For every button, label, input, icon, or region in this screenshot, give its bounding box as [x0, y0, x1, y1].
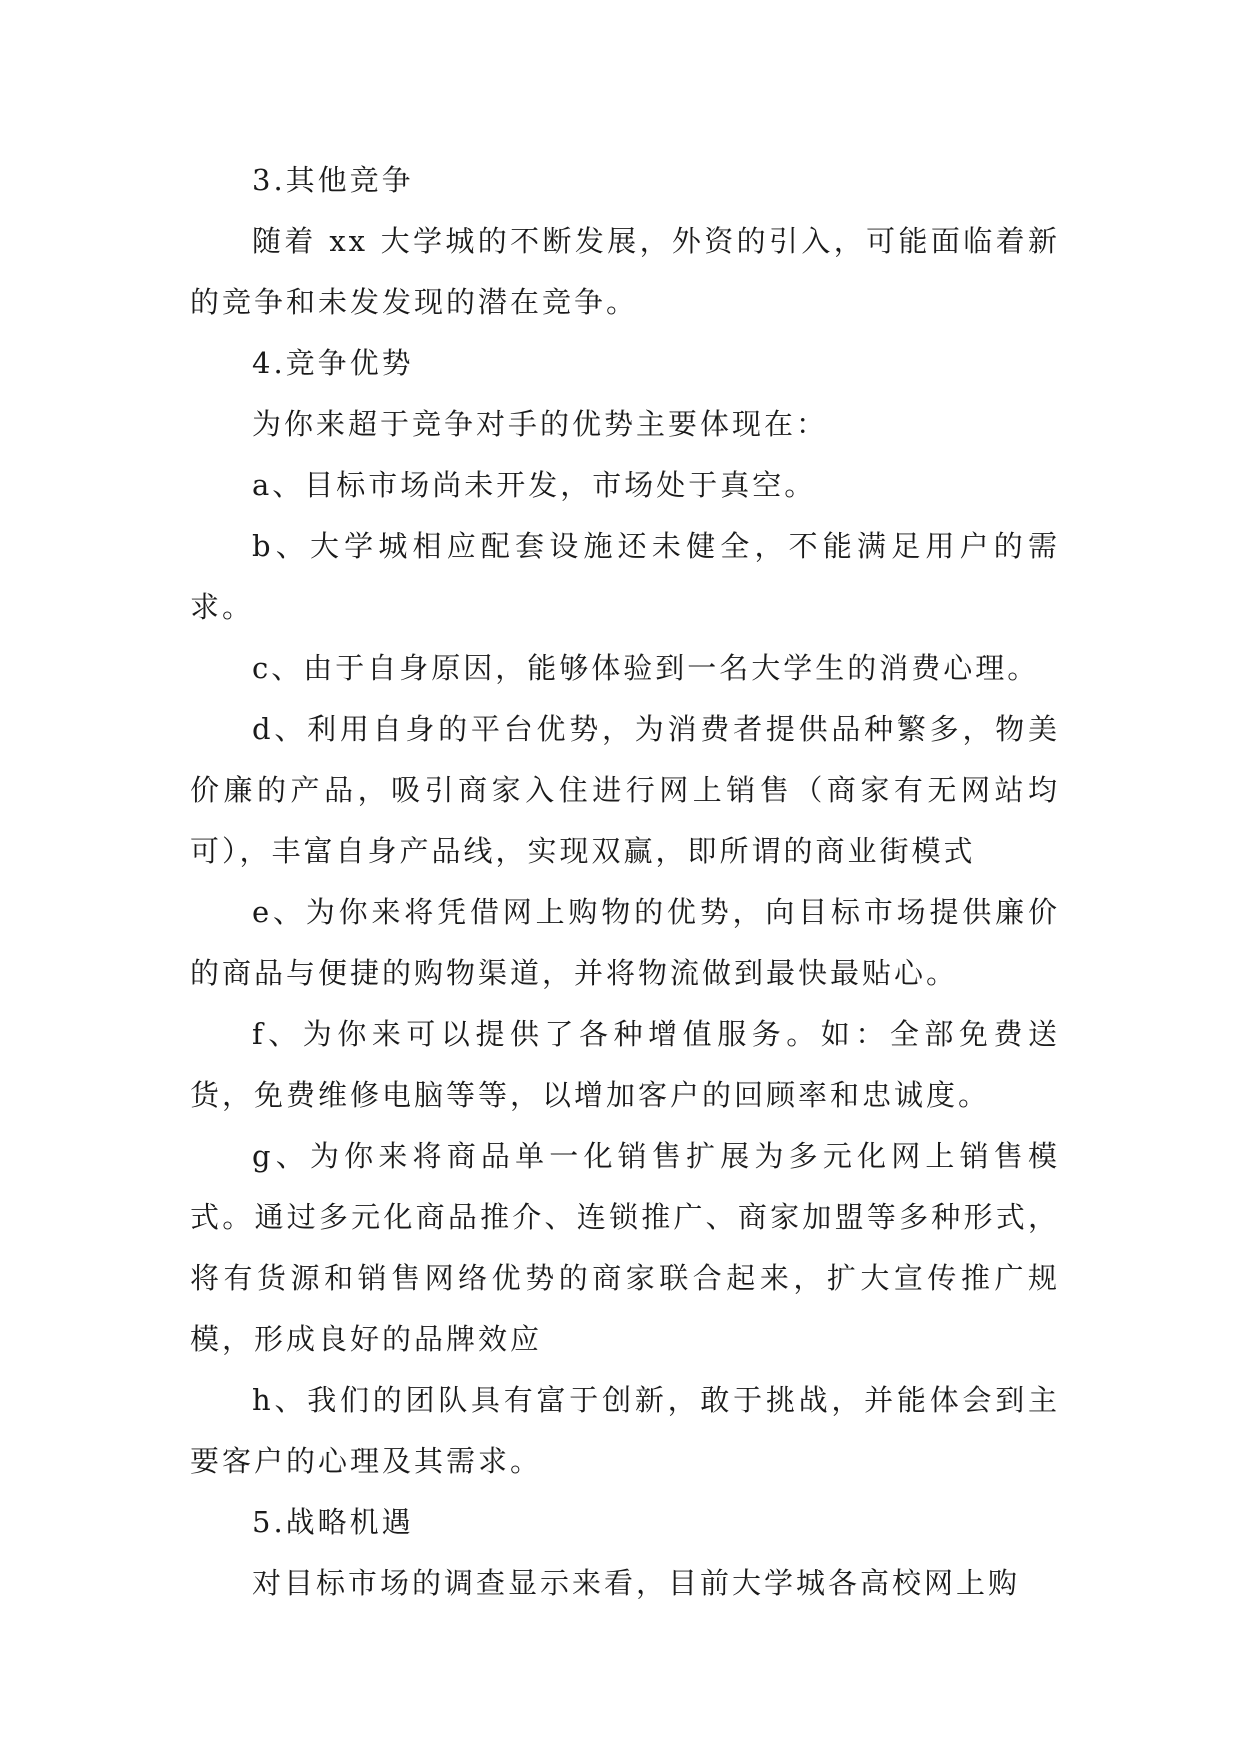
list-item-g: g、为你来将商品单一化销售扩展为多元化网上销售模式。通过多元化商品推介、连锁推广、商家加盟等多种形式，将有货源和销售网络优势的商家联合起来，扩大宣传推广规模，形成良好的品牌效应: [190, 1139, 1060, 1356]
paragraph-strategic-opportunity: 对目标市场的调查显示来看，目前大学城各高校网上购: [252, 1566, 1021, 1600]
list-item-f: f、为你来可以提供了各种增值服务。如：全部免费送货，免费维修电脑等等，以增加客户的回顾率和忠诚度。: [190, 1017, 1060, 1112]
heading-other-competition: 3.其他竞争: [252, 163, 414, 197]
list-item-h: h、我们的团队具有富于创新，敢于挑战，并能体会到主要客户的心理及其需求。: [190, 1383, 1060, 1478]
heading-strategic-opportunity: 5.战略机遇: [252, 1505, 414, 1539]
document-page: [190, 150, 1060, 1614]
list-item-b: b、大学城相应配套设施还未健全，不能满足用户的需求。: [190, 529, 1060, 624]
list-item-a: a、目标市场尚未开发，市场处于真空。: [252, 468, 817, 502]
heading-competitive-advantage: 4.竞争优势: [252, 346, 414, 380]
paragraph-other-competition: 随着 xx 大学城的不断发展，外资的引入，可能面临着新的竞争和未发发现的潜在竞争。: [190, 224, 1060, 319]
list-item-e: e、为你来将凭借网上购物的优势，向目标市场提供廉价的商品与便捷的购物渠道，并将物流做到最快最贴心。: [190, 895, 1060, 990]
list-item-d: d、利用自身的平台优势，为消费者提供品种繁多，物美价廉的产品，吸引商家入住进行网上销售（商家有无网站均可），丰富自身产品线，实现双赢，即所谓的商业街模式: [190, 712, 1060, 868]
paragraph-advantage-intro: 为你来超于竞争对手的优势主要体现在：: [252, 407, 829, 441]
list-item-c: c、由于自身原因，能够体验到一名大学生的消费心理。: [252, 651, 1040, 685]
